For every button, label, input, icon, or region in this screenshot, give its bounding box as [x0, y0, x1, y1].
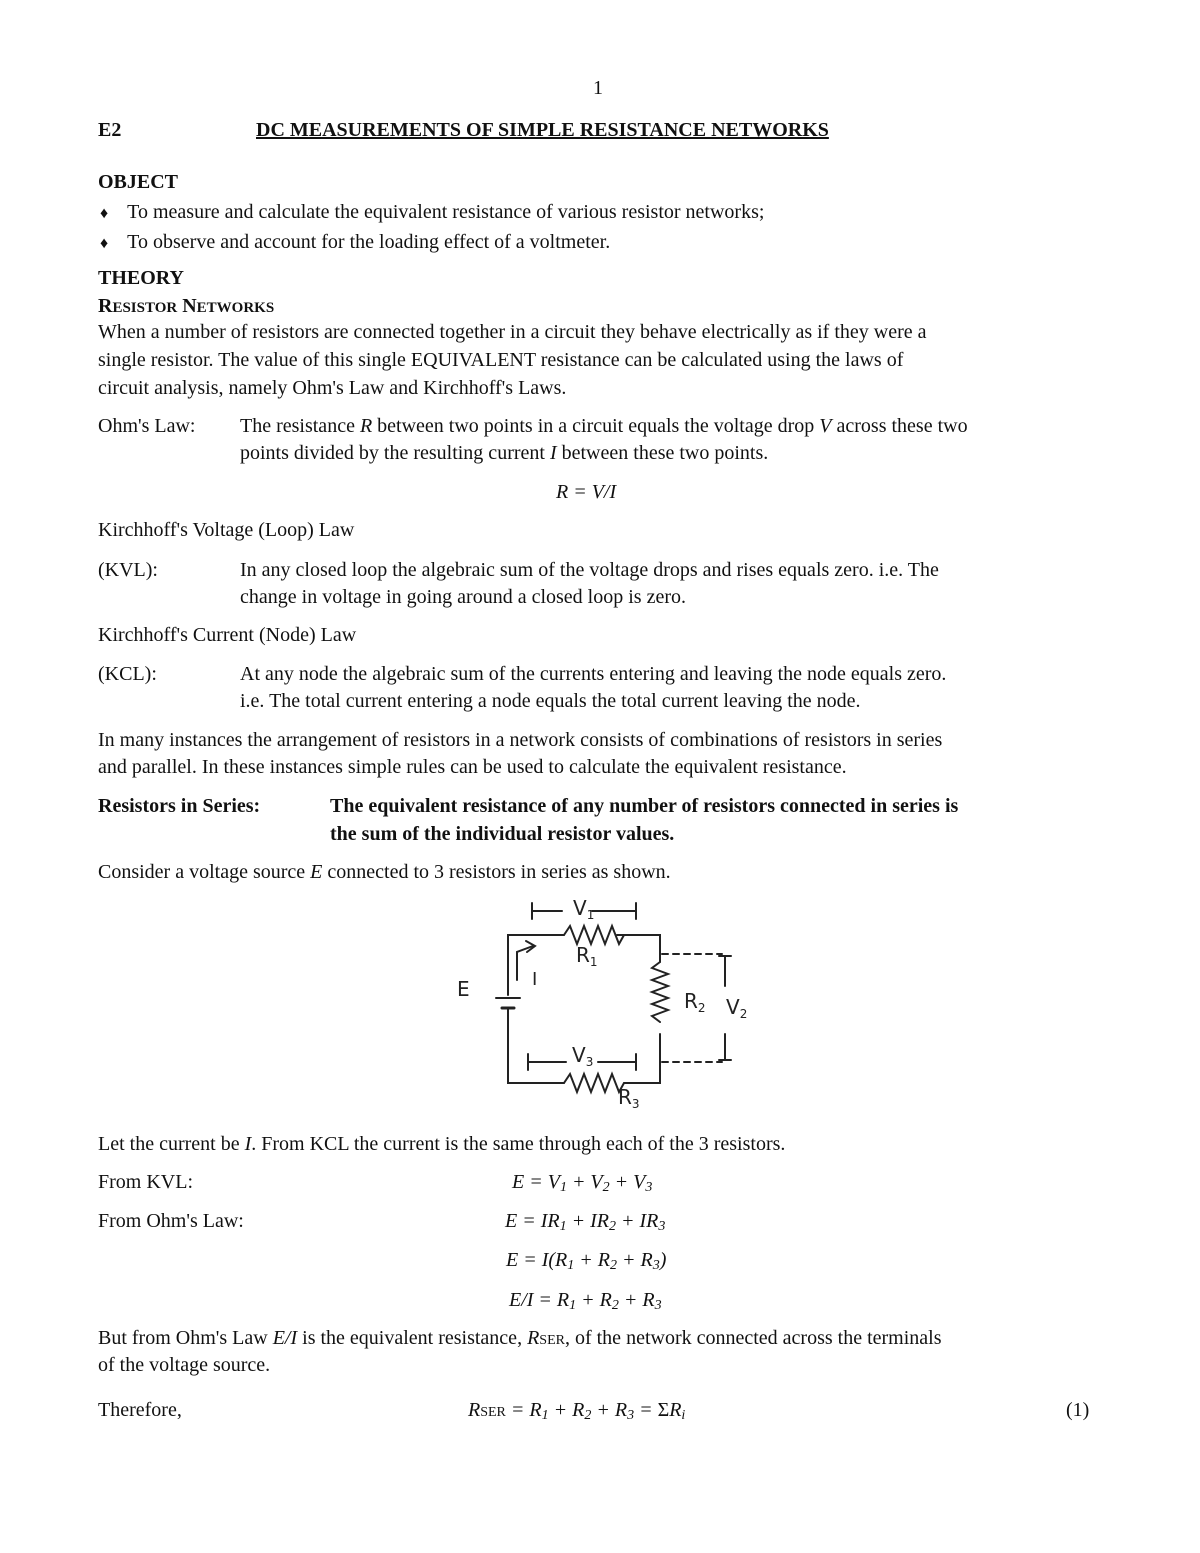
intro-line-3: circuit analysis, namely Ohm's Law and Kirchhoff's Laws. — [98, 377, 567, 399]
therefore-label: Therefore, — [98, 1399, 182, 1421]
r2-label: $R_2$ — [684, 989, 706, 1015]
kcl-line-2: i.e. The total current entering a node equals the total current leaving the node. — [240, 690, 861, 712]
wire-bottom-left — [508, 1015, 564, 1083]
current-arrow — [517, 946, 533, 980]
resistor-r3-symbol — [564, 1074, 624, 1092]
ohm-equation-1: $E = IR_1 + IR_2 + IR_3$ — [505, 1210, 666, 1234]
experiment-code: E2 — [98, 119, 122, 141]
diamond-bullet-icon: ♦ — [100, 205, 109, 222]
current-label-i: I — [532, 969, 538, 990]
kcl-line-1: At any node the algebraic sum of the currents entering and leaving the node equals zero. — [240, 663, 947, 685]
r1-label: $R_1$ — [576, 943, 598, 969]
series-label: Resistors in Series: — [98, 795, 261, 817]
document-title: DC MEASUREMENTS OF SIMPLE RESISTANCE NETWORKS — [256, 119, 829, 141]
ohm-equation-3: $E/I = R_1 + R_2 + R_3$ — [509, 1289, 662, 1313]
kcl-label: (KCL): — [98, 663, 157, 685]
source-label-e: E — [457, 977, 470, 1001]
from-kvl-label: From KVL: — [98, 1171, 193, 1193]
v3-label: $V_3$ — [572, 1043, 594, 1069]
v2-label: $V_2$ — [726, 995, 748, 1021]
wire-bottom-right — [624, 1034, 660, 1083]
intro-line-2: single resistor. The value of this single EQUIVALENT resistance can be calculated using the laws of — [98, 349, 904, 371]
kcl-title: Kirchhoff's Current (Node) Law — [98, 624, 357, 646]
series-circuit-diagram — [440, 890, 780, 1115]
consider-line: Consider a voltage source E connected to 3 resistors in series as shown. — [98, 861, 671, 883]
ohm-law-line-2: points divided by the resulting current I between these two points. — [240, 442, 769, 464]
from-ohm-label: From Ohm's Law: — [98, 1210, 244, 1232]
but-line-1: But from Ohm's Law E/I is the equivalent resistance, RSER, of the network connected across the terminals — [98, 1327, 942, 1349]
kvl-line-1: In any closed loop the algebraic sum of the voltage drops and rises equals zero. i.e. The — [240, 559, 939, 581]
let-current-line: Let the current be I. From KCL the current is the same through each of the 3 resistors. — [98, 1133, 786, 1155]
intro-line-1: When a number of resistors are connected together in a circuit they behave electrically as if they were a — [98, 321, 927, 343]
theory-heading: THEORY — [98, 267, 184, 289]
kvl-title: Kirchhoff's Voltage (Loop) Law — [98, 519, 355, 541]
resistor-r1-symbol — [564, 926, 624, 944]
ohm-equation-2: $E = I(R_1 + R_2 + R_3)$ — [506, 1249, 667, 1273]
series-rule-line-1: The equivalent resistance of any number of resistors connected in series is — [330, 795, 959, 817]
diamond-bullet-icon: ♦ — [100, 235, 109, 252]
object-bullet-1: ♦ To measure and calculate the equivalent resistance of various resistor networks; — [100, 201, 765, 223]
ohm-law-line-1: The resistance R between two points in a circuit equals the voltage drop V across these two — [240, 415, 968, 437]
series-resistance-equation: RSER = $R_1 + R_2 + R_3 = \Sigma R_i$ — [468, 1399, 686, 1423]
v1-label: $V_1$ — [573, 896, 595, 922]
resistor-r2-symbol — [652, 962, 668, 1022]
object-bullet-2: ♦ To observe and account for the loading effect of a voltmeter. — [100, 231, 611, 253]
r3-label: $R_3$ — [618, 1085, 640, 1111]
resistor-networks-subheading: RESISTOR NETWORKS — [98, 295, 275, 317]
series-rule-line-2: the sum of the individual resistor values. — [330, 823, 675, 845]
ohm-law-formula: R = V/I — [556, 481, 617, 503]
object-heading: OBJECT — [98, 171, 179, 193]
equation-number: (1) — [1066, 1399, 1090, 1421]
but-line-2: of the voltage source. — [98, 1354, 271, 1376]
kvl-equation: $E = V_1 + V_2 + V_3$ — [512, 1171, 653, 1195]
wire-top-right — [617, 935, 660, 962]
combos-line-1: In many instances the arrangement of resistors in a network consists of combinations of resistors in series — [98, 729, 943, 751]
ohm-law-label: Ohm's Law: — [98, 415, 196, 437]
kvl-label: (KVL): — [98, 559, 158, 581]
page-number: 1 — [593, 77, 603, 99]
kvl-line-2: change in voltage in going around a closed loop is zero. — [240, 586, 686, 608]
combos-line-2: and parallel. In these instances simple rules can be used to calculate the equivalent resistance. — [98, 756, 847, 778]
